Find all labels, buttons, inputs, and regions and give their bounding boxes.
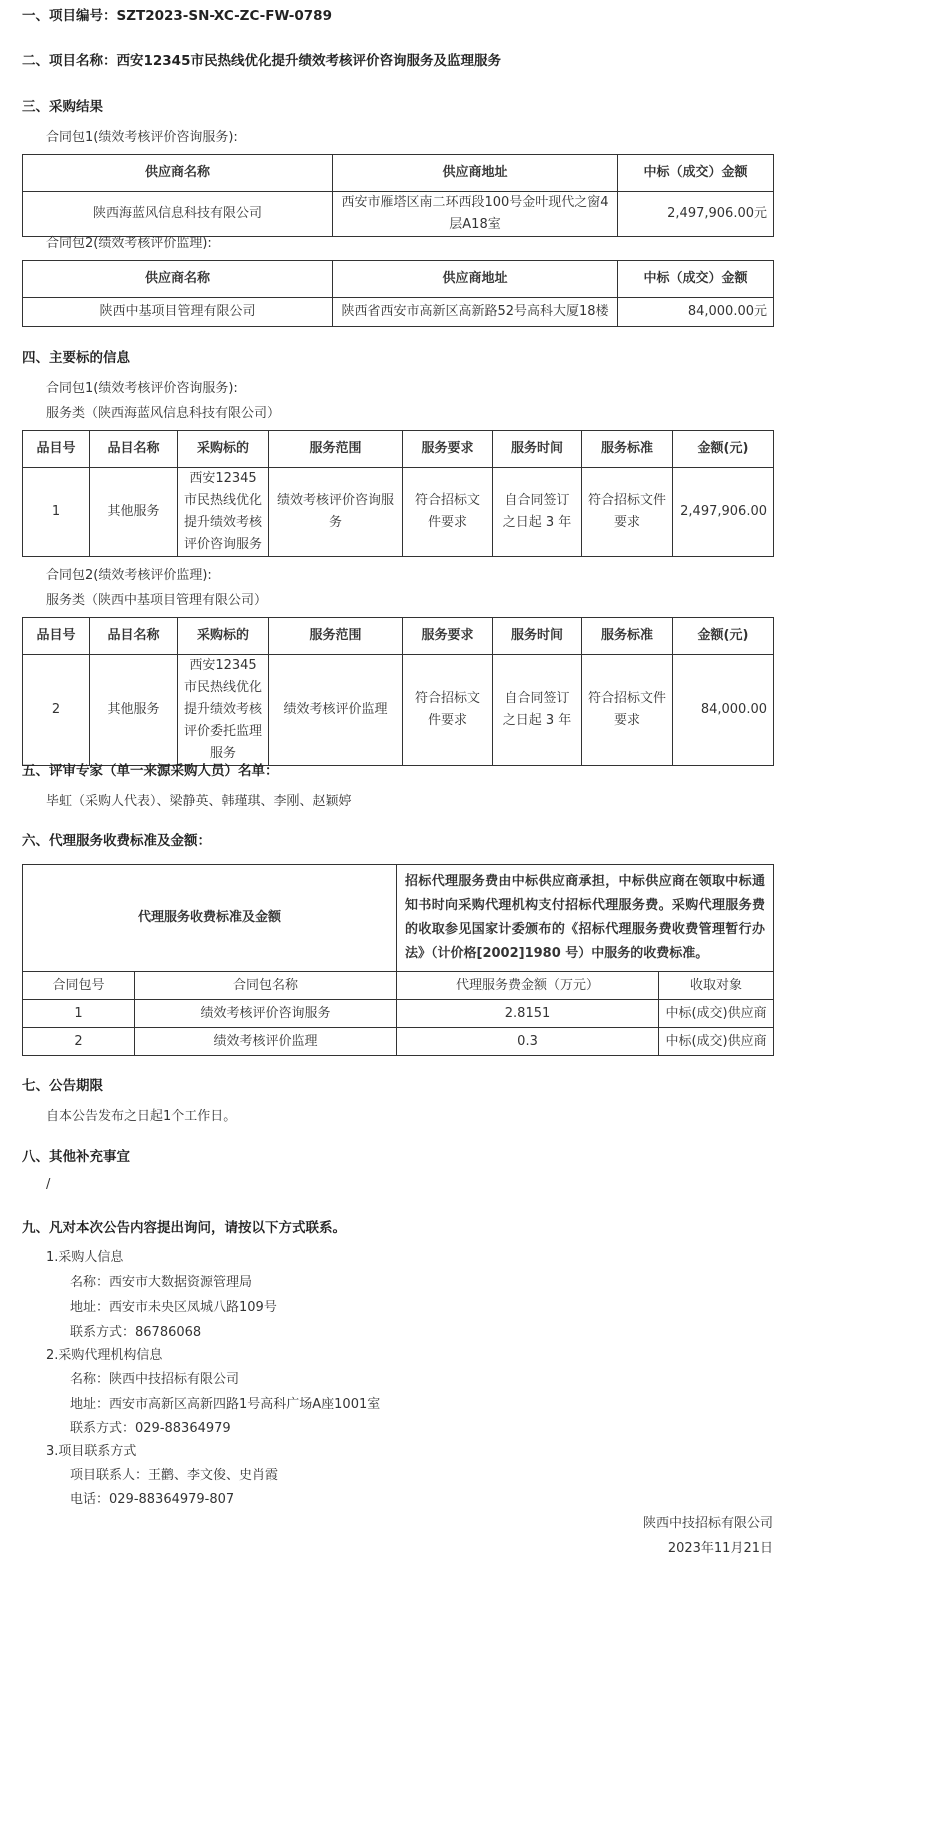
table-header: 品目号 [23, 431, 90, 468]
fee-payer: 中标(成交)供应商 [659, 1000, 774, 1028]
table-header: 中标（成交）金额 [618, 155, 774, 192]
service-standard: 符合招标文件要求 [582, 655, 673, 766]
service-time: 自合同签订之日起 3 年 [493, 468, 582, 557]
amount: 2,497,906.00 [673, 468, 774, 557]
package-number: 2 [23, 1028, 135, 1056]
table-header: 服务要求 [403, 431, 493, 468]
table-header: 代理服务费金额（万元） [397, 972, 659, 1000]
table-header-row [23, 155, 774, 192]
table-header: 金额(元) [673, 618, 774, 655]
project-number [22, 4, 332, 24]
table-header: 供应商地址 [333, 261, 618, 298]
buyer-address: 地址：西安市未央区凤城八路109号 [70, 1300, 277, 1315]
award-amount: 84,000.00元 [618, 298, 774, 327]
project-contact-phone: 电话：029-88364979-807 [70, 1492, 235, 1507]
buyer-contact: 联系方式：86786068 [70, 1325, 202, 1340]
package-2-category: 服务类（陕西中基项目管理有限公司） [46, 593, 268, 608]
package-number: 1 [23, 1000, 135, 1028]
buyer-title: 1.采购人信息 [46, 1250, 124, 1265]
service-standard: 符合招标文件要求 [582, 468, 673, 557]
agency-address: 地址：西安市高新区高新四路1号高科广场A座1001室 [70, 1397, 381, 1412]
fee-amount: 2.8151 [397, 1000, 659, 1028]
agency-contact: 联系方式：029-88364979 [70, 1421, 231, 1436]
item-table-2 [22, 617, 774, 766]
fee-amount: 0.3 [397, 1028, 659, 1056]
footer-organization: 陕西中技招标有限公司 [642, 1516, 773, 1531]
fee-payer: 中标(成交)供应商 [659, 1028, 774, 1056]
fee-standard-row [23, 865, 774, 972]
section-5-title: 五、评审专家（单一来源采购人员）名单： [22, 763, 279, 779]
table-header: 合同包名称 [135, 972, 397, 1000]
project-contact-people: 项目联系人：王鹳、李文俊、史肖霞 [70, 1468, 279, 1483]
supplementary-notes: / [46, 1177, 51, 1192]
item-name: 其他服务 [90, 468, 178, 557]
supplier-address: 陕西省西安市高新区高新路52号高科大厦18楼 [333, 298, 618, 327]
table-header: 中标（成交）金额 [618, 261, 774, 298]
project-number-label: 一、项目编号： [22, 8, 117, 24]
service-scope: 绩效考核评价监理 [269, 655, 403, 766]
section-7-title: 七、公告期限 [22, 1078, 103, 1094]
table-header: 供应商名称 [23, 155, 333, 192]
item-number: 2 [23, 655, 90, 766]
package-2-label: 合同包2(绩效考核评价监理): [46, 568, 212, 583]
buyer-name: 名称：西安市大数据资源管理局 [70, 1275, 253, 1290]
supplier-name: 陕西海蓝风信息科技有限公司 [23, 192, 333, 237]
project-number-value: SZT2023-SN-XC-ZC-FW-0789 [116, 8, 332, 24]
table-header: 服务标准 [582, 618, 673, 655]
package-1-label: 合同包1(绩效考核评价咨询服务): [46, 130, 238, 145]
footer-date: 2023年11月21日 [667, 1541, 773, 1556]
result-table-2 [22, 260, 774, 327]
project-name-label: 二、项目名称： [22, 53, 117, 69]
table-header-row [23, 618, 774, 655]
procurement-subject: 西安12345市民热线优化提升绩效考核评价委托监理服务 [178, 655, 269, 766]
table-row [23, 468, 774, 557]
fee-standard-label: 代理服务收费标准及金额 [23, 865, 397, 972]
table-row [23, 298, 774, 327]
expert-names: 毕虹（采购人代表）、梁静英、韩瑾琪、李刚、赵颖婷 [46, 794, 352, 809]
package-name: 绩效考核评价咨询服务 [135, 1000, 397, 1028]
table-header: 金额(元) [673, 431, 774, 468]
amount: 84,000.00 [673, 655, 774, 766]
package-1-category: 服务类（陕西海蓝风信息科技有限公司） [46, 406, 281, 421]
table-row [23, 1000, 774, 1028]
table-header: 服务范围 [269, 431, 403, 468]
table-header-row [23, 431, 774, 468]
section-8-title: 八、其他补充事宜 [22, 1149, 130, 1165]
section-6-title: 六、代理服务收费标准及金额： [22, 833, 211, 849]
table-row [23, 192, 774, 237]
table-header: 服务时间 [493, 618, 582, 655]
agency-title: 2.采购代理机构信息 [46, 1348, 163, 1363]
table-header-row [23, 972, 774, 1000]
package-2-label: 合同包2(绩效考核评价监理): [46, 236, 212, 251]
agency-name: 名称：陕西中技招标有限公司 [70, 1372, 240, 1387]
package-1-label: 合同包1(绩效考核评价咨询服务): [46, 381, 238, 396]
award-amount: 2,497,906.00元 [618, 192, 774, 237]
table-header-row [23, 261, 774, 298]
service-scope: 绩效考核评价咨询服务 [269, 468, 403, 557]
table-header: 采购标的 [178, 431, 269, 468]
table-header: 供应商地址 [333, 155, 618, 192]
item-name: 其他服务 [90, 655, 178, 766]
project-contact-title: 3.项目联系方式 [46, 1444, 137, 1459]
service-time: 自合同签订之日起 3 年 [493, 655, 582, 766]
item-number: 1 [23, 468, 90, 557]
table-header: 供应商名称 [23, 261, 333, 298]
item-table-1 [22, 430, 774, 557]
section-9-title: 九、凡对本次公告内容提出询问，请按以下方式联系。 [22, 1220, 346, 1236]
table-header: 服务要求 [403, 618, 493, 655]
table-header: 采购标的 [178, 618, 269, 655]
package-name: 绩效考核评价监理 [135, 1028, 397, 1056]
table-header: 合同包号 [23, 972, 135, 1000]
agency-fee-table [22, 864, 774, 1056]
table-header: 服务范围 [269, 618, 403, 655]
section-4-title: 四、主要标的信息 [22, 350, 130, 366]
result-table-1 [22, 154, 774, 237]
table-header: 品目名称 [90, 431, 178, 468]
table-row [23, 1028, 774, 1056]
procurement-subject: 西安12345市民热线优化提升绩效考核评价咨询服务 [178, 468, 269, 557]
project-name-value: 西安12345市民热线优化提升绩效考核评价咨询服务及监理服务 [116, 53, 501, 69]
section-3-title: 三、采购结果 [22, 99, 103, 115]
service-requirement: 符合招标文件要求 [403, 468, 493, 557]
service-requirement: 符合招标文件要求 [403, 655, 493, 766]
table-row [23, 655, 774, 766]
supplier-name: 陕西中基项目管理有限公司 [23, 298, 333, 327]
project-name [22, 49, 501, 69]
table-header: 收取对象 [659, 972, 774, 1000]
table-header: 服务时间 [493, 431, 582, 468]
notice-period: 自本公告发布之日起1个工作日。 [46, 1109, 237, 1124]
table-header: 品目号 [23, 618, 90, 655]
supplier-address: 西安市雁塔区南二环西段100号金叶现代之窗4层A18室 [333, 192, 618, 237]
fee-standard-text: 招标代理服务费由中标供应商承担，中标供应商在领取中标通知书时向采购代理机构支付招标代理服务费。采购代理服务费的收取参见国家计委颁布的《招标代理服务费收费管理暂行办法》（计价格[2002]1980 号）中服务的收费标准。 [397, 865, 774, 972]
table-header: 服务标准 [582, 431, 673, 468]
table-header: 品目名称 [90, 618, 178, 655]
